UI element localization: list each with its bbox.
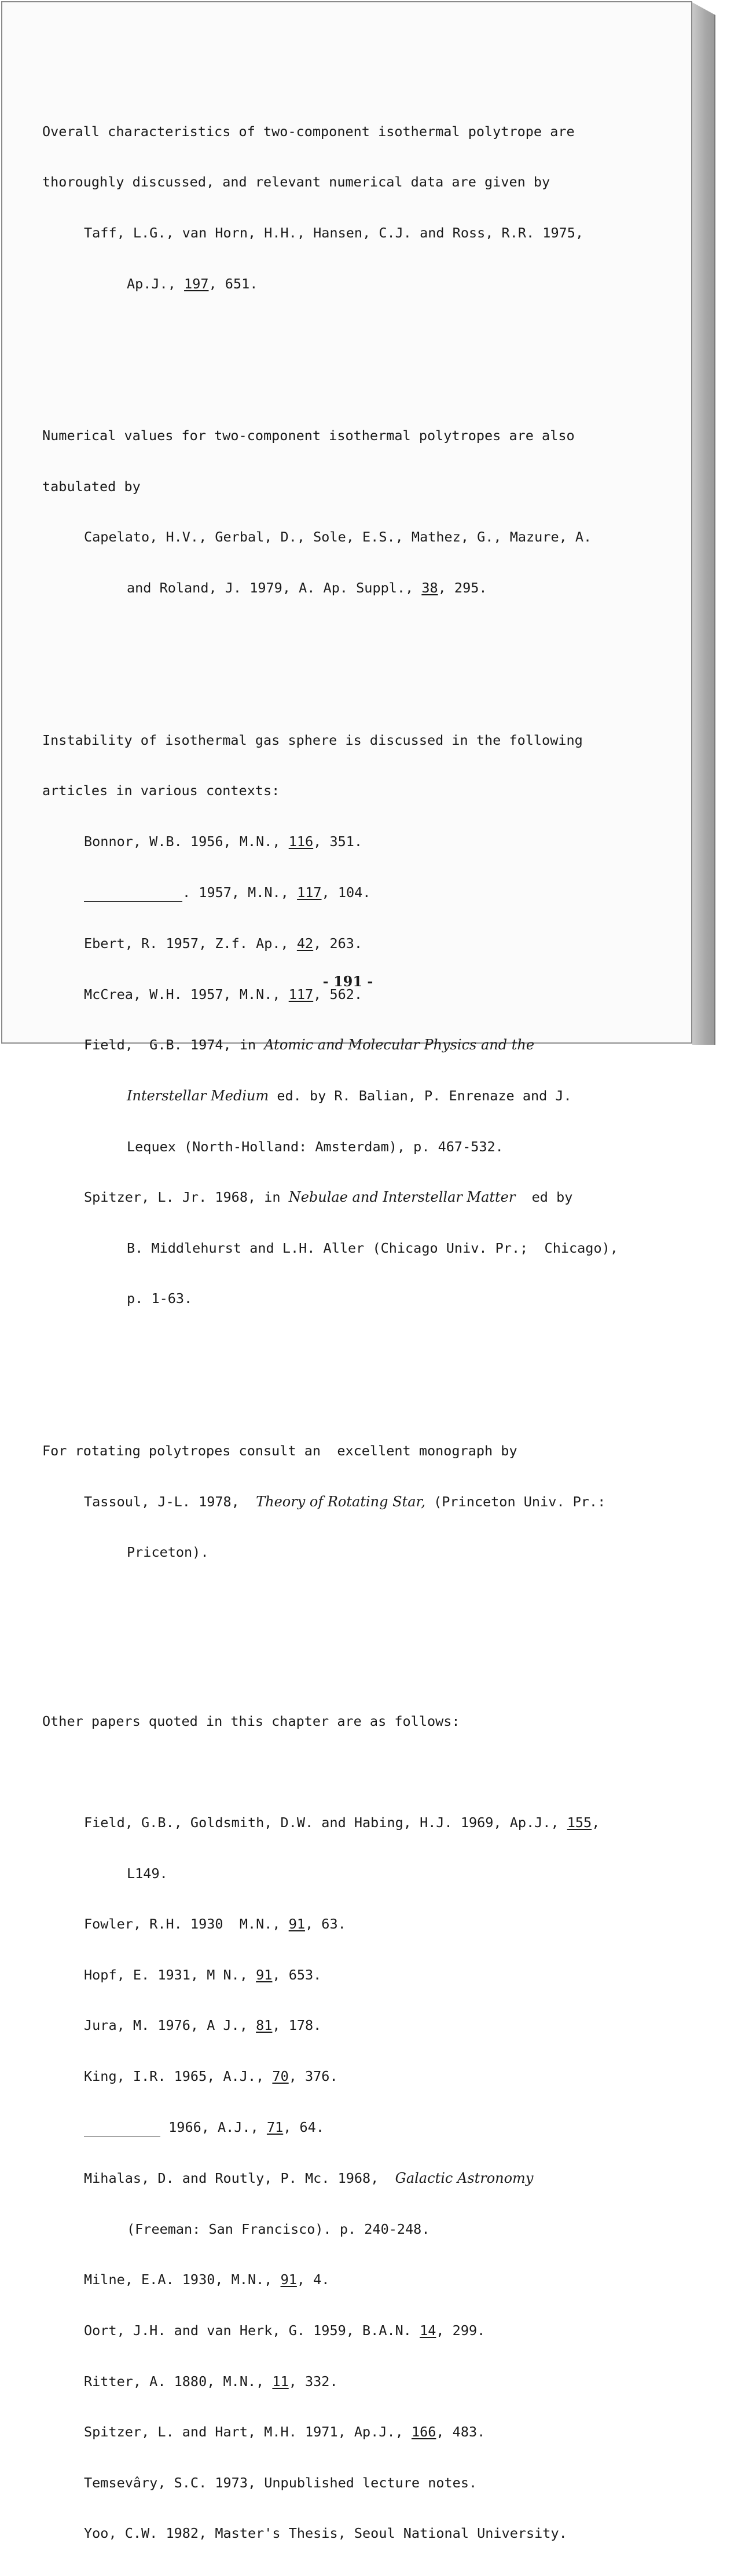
reference-line (42, 2119, 656, 2136)
volume-number: 70 (272, 2068, 289, 2084)
ditto-blank (84, 884, 182, 902)
text-line: thoroughly discussed, and relevant numerical data are given by (42, 174, 550, 191)
ref-text: Hopf, E. 1931, M N., (84, 1966, 256, 1983)
book-title: Theory of Rotating Star, (256, 1493, 425, 1510)
volume-number: 197 (184, 275, 209, 292)
volume-number: 116 (288, 833, 314, 850)
ref-text: King, I.R. 1965, A.J., (84, 2068, 273, 2084)
reference-line (42, 2068, 656, 2085)
ref-text: Fowler, R.H. 1930 M.N., (84, 1916, 289, 1933)
ref-text: Jura, M. 1976, A J., (84, 2017, 256, 2034)
reference-line (42, 580, 656, 597)
volume-number: 117 (297, 884, 322, 901)
reference-line: Temsevâry, S.C. 1973, Unpublished lecture notes. (84, 2474, 478, 2491)
ref-text: , (592, 1814, 600, 1831)
volume-number: 38 (421, 580, 438, 597)
reference-line: (Freeman: San Francisco). p. 240-248. (127, 2220, 430, 2237)
reference-line (42, 884, 656, 902)
ref-text: , 299. (436, 2322, 486, 2339)
reference-line (42, 2424, 656, 2440)
ref-text: Spitzer, L. and Hart, M.H. 1971, Ap.J., (84, 2424, 412, 2440)
volume-number: 14 (420, 2322, 436, 2339)
ref-text: , 64. (283, 2118, 324, 2135)
reference-line (42, 935, 656, 952)
ref-text: Oort, J.H. and van Herk, G. 1959, B.A.N. (84, 2322, 420, 2339)
reference-line (42, 1037, 656, 1053)
volume-number: 71 (266, 2118, 284, 2135)
reference-line (42, 1916, 656, 1933)
ref-text: and Roland, J. 1979, A. Ap. Suppl., (127, 580, 422, 597)
text-line: For rotating polytropes consult an excellent monograph by (42, 1443, 517, 1459)
ref-text: , 653. (272, 1966, 322, 1983)
ref-text: (Princeton Univ. Pr.: (425, 1493, 606, 1510)
volume-number: 155 (567, 1814, 592, 1831)
ref-text: , 483. (436, 2424, 486, 2440)
ref-text: , 562. (313, 986, 363, 1002)
book-title: Atomic and Molecular Physics and the (264, 1037, 535, 1053)
reference-line (42, 833, 656, 850)
volume-number: 91 (256, 1966, 273, 1983)
text-line: Other papers quoted in this chapter are as follows: (42, 1713, 460, 1729)
ditto-blank (84, 2119, 160, 2136)
document-page (1, 1, 692, 2542)
text-line: Numerical values for two-component isothermal polytropes are also (42, 427, 575, 444)
ref-text: Field, G.B., Goldsmith, D.W. and Habing, H.J. 1969, Ap.J., (84, 1814, 567, 1831)
book-title: Interstellar Medium (127, 1087, 269, 1104)
ref-text: , 332. (288, 2373, 338, 2390)
ref-text: Ritter, A. 1880, M.N., (84, 2373, 273, 2390)
ref-text: ed by (515, 1189, 573, 1206)
reference-line (42, 1814, 656, 1831)
ref-text: Ap.J., (127, 275, 185, 292)
ref-text: Ebert, R. 1957, Z.f. Ap., (84, 935, 297, 952)
volume-number: 117 (288, 986, 314, 1002)
ref-text: , 104. (321, 884, 371, 901)
page-edge-shadow (692, 2, 715, 1045)
volume-number: 91 (280, 2271, 297, 2288)
ref-text: 1966, A.J., (160, 2118, 267, 2135)
ref-text: , 651. (208, 275, 258, 292)
reference-line (42, 1967, 656, 1984)
reference-line: Priceton). (127, 1544, 209, 1561)
ref-text: Spitzer, L. Jr. 1968, in (84, 1189, 289, 1206)
ref-text: Bonnor, W.B. 1956, M.N., (84, 833, 289, 850)
ref-text: McCrea, W.H. 1957, M.N., (84, 986, 289, 1002)
reference-line: Capelato, H.V., Gerbal, D., Sole, E.S., Mathez, G., Mazure, A. (84, 529, 592, 546)
text-line: Overall characteristics of two-component isothermal polytrope are (42, 123, 575, 140)
reference-line (42, 2017, 656, 2034)
text-line: Instability of isothermal gas sphere is discussed in the following (42, 731, 583, 748)
page-number: - 191 - (322, 973, 373, 990)
ref-text: Milne, E.A. 1930, M.N., (84, 2271, 281, 2288)
reference-line: p. 1-63. (127, 1290, 193, 1307)
volume-number: 91 (288, 1916, 306, 1933)
ref-text: Mihalas, D. and Routly, P. Mc. 1968, (84, 2170, 395, 2187)
ref-text: , 263. (313, 935, 363, 952)
reference-line: Yoo, C.W. 1982, Master's Thesis, Seoul National University. (84, 2525, 567, 2542)
volume-number: 166 (411, 2424, 436, 2440)
ref-text: . 1957, M.N., (182, 884, 298, 901)
reference-line (42, 1189, 656, 1206)
page-content (42, 56, 656, 2576)
reference-line: Lequex (North-Holland: Amsterdam), p. 467-532. (127, 1138, 504, 1155)
reference-line: L149. (127, 1865, 168, 1882)
reference-line: B. Middlehurst and L.H. Aller (Chicago Univ. Pr.; Chicago), (127, 1239, 618, 1256)
reference-line (42, 2170, 656, 2187)
reference-line (42, 1494, 656, 1510)
reference-line (42, 276, 656, 292)
reference-line (42, 2271, 656, 2288)
text-line: tabulated by (42, 478, 141, 495)
ref-text: , 376. (288, 2068, 338, 2084)
ref-text: , 63. (305, 1916, 346, 1933)
reference-line: Taff, L.G., van Horn, H.H., Hansen, C.J. and Ross, R.R. 1975, (84, 225, 584, 241)
ref-text: , 295. (438, 580, 487, 597)
ref-text: , 351. (313, 833, 363, 850)
ref-text: Field, G.B. 1974, in (84, 1037, 265, 1053)
book-title: Nebulae and Interstellar Matter (288, 1189, 516, 1206)
reference-line (42, 2322, 656, 2339)
reference-line (42, 1088, 656, 1104)
volume-number: 81 (256, 2017, 273, 2034)
volume-number: 42 (296, 935, 314, 952)
ref-text: , 4. (296, 2271, 330, 2288)
ref-text: ed. by R. Balian, P. Enrenaze and J. (269, 1087, 572, 1104)
volume-number: 11 (272, 2373, 289, 2390)
book-title: Galactic Astronomy (395, 2170, 534, 2187)
reference-line (42, 2373, 656, 2390)
text-line: articles in various contexts: (42, 782, 280, 799)
ref-text: Tassoul, J-L. 1978, (84, 1493, 256, 1510)
ref-text: , 178. (272, 2017, 322, 2034)
